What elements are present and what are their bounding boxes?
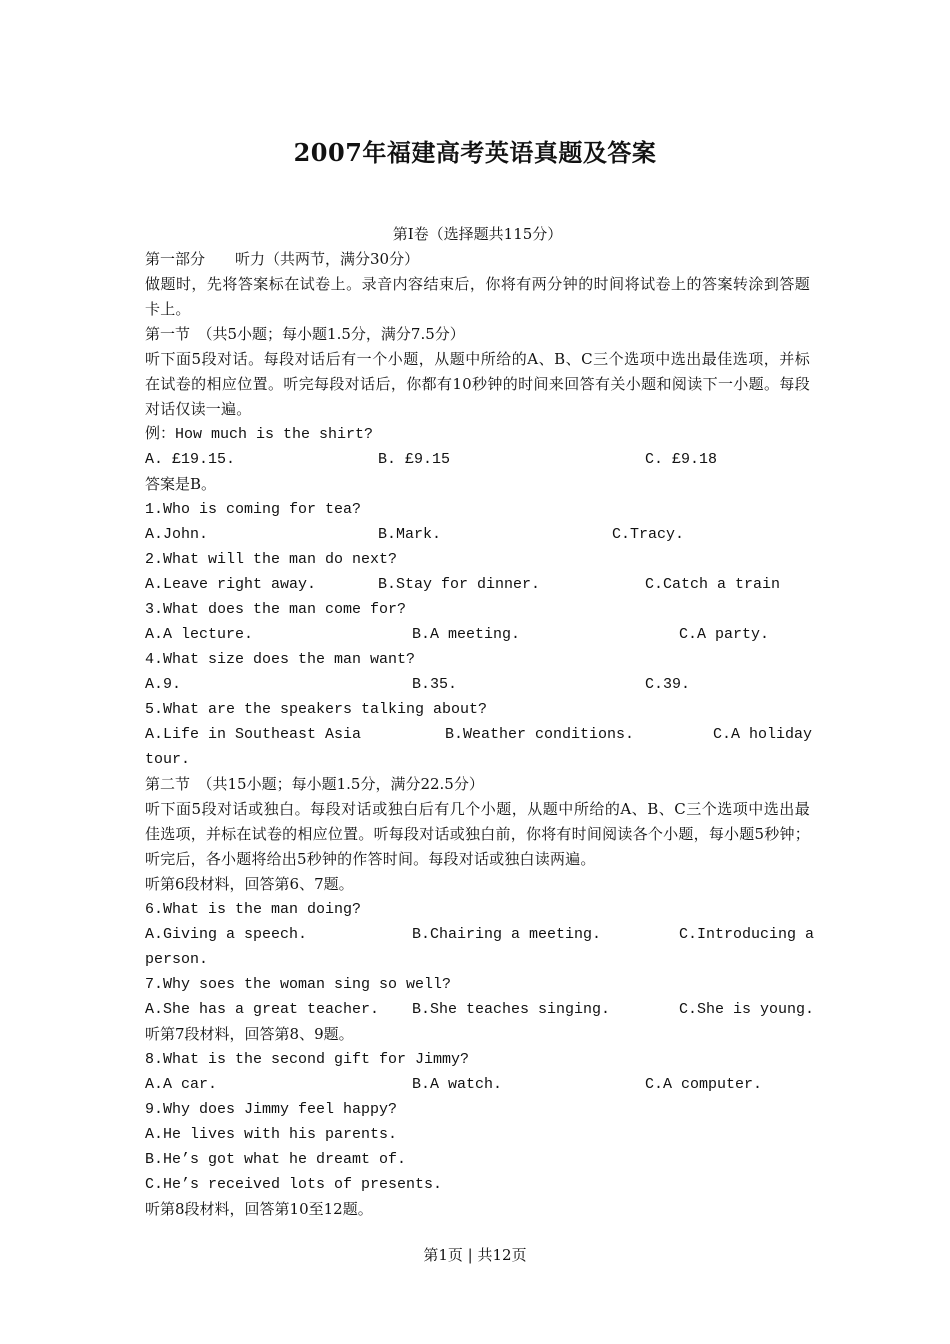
question-5-options: [145, 722, 813, 747]
option-a: A.Giving a speech.: [145, 926, 308, 943]
example-question: 例：How much is the shirt?: [145, 426, 374, 443]
question-6-option-c-continued: person.: [145, 951, 209, 968]
question-4: 4.What size does the man want?: [145, 651, 416, 668]
option-b: B.35.: [412, 676, 458, 693]
section1-heading: 第一节 （共5小题；每小题1.5分，满分7.5分）: [145, 325, 465, 343]
section1-instructions: 听下面5段对话。每段对话后有一个小题，从题中所给的A、B、C三个选项中选出最佳选项，并标在试卷的相应位置。听完每段对话后，你都有10秒钟的时间来回答有关小题和阅读下一小题。每段对话仅读一遍。: [145, 350, 810, 418]
example-answer: 答案是B。: [145, 475, 217, 493]
option-b: B. £9.15: [378, 451, 451, 468]
question-7: 7.Why soes the woman sing so well?: [145, 976, 452, 993]
option-b: B.A watch.: [412, 1076, 503, 1093]
option-c: C.She is young.: [679, 1001, 815, 1018]
option-a: A.John.: [145, 526, 209, 543]
question-9: 9.Why does Jimmy feel happy?: [145, 1101, 398, 1118]
option-c: C.39.: [645, 676, 691, 693]
question-2-options: [145, 572, 810, 597]
option-b: B.She teaches singing.: [412, 1001, 611, 1018]
question-7-options: [145, 997, 815, 1022]
material-7-label: 听第7段材料，回答第8、9题。: [145, 1025, 354, 1043]
option-a: A.She has a great teacher.: [145, 1001, 380, 1018]
question-8: 8.What is the second gift for Jimmy?: [145, 1051, 470, 1068]
option-b: B.Stay for dinner.: [378, 576, 541, 593]
question-6-options: [145, 922, 815, 947]
option-a: A.A lecture.: [145, 626, 254, 643]
part1-instructions: 做题时，先将答案标在试卷上。录音内容结束后，你将有两分钟的时间将试卷上的答案转涂到答题卡上。: [145, 275, 810, 318]
question-2: 2.What will the man do next?: [145, 551, 398, 568]
material-8-label: 听第8段材料，回答第10至12题。: [145, 1200, 373, 1218]
option-c: C.A party.: [679, 626, 770, 643]
option-c: C.A holiday: [713, 726, 813, 743]
option-c: C.Introducing a: [679, 926, 815, 943]
material-6-label: 听第6段材料，回答第6、7题。: [145, 875, 354, 893]
question-9-option-b: B.He’s got what he dreamt of.: [145, 1151, 407, 1168]
option-c: C.Tracy.: [612, 526, 685, 543]
page-footer: 第1页 | 共12页: [423, 1246, 527, 1264]
example-options: [145, 447, 810, 472]
question-3-options: [145, 622, 810, 647]
part1-heading: 第一部分 听力（共两节，满分30分）: [145, 250, 420, 268]
option-c: C. £9.18: [645, 451, 718, 468]
question-5-option-c-continued: tour.: [145, 751, 191, 768]
option-b: B.A meeting.: [412, 626, 521, 643]
question-8-options: [145, 1072, 810, 1097]
option-a: A.Leave right away.: [145, 576, 317, 593]
option-a: A.A car.: [145, 1076, 218, 1093]
option-a: A. £19.15.: [145, 451, 236, 468]
question-4-options: [145, 672, 810, 697]
question-1: 1.Who is coming for tea?: [145, 501, 362, 518]
option-b: B.Weather conditions.: [445, 726, 635, 743]
question-5: 5.What are the speakers talking about?: [145, 701, 488, 718]
option-a: A.Life in Southeast Asia: [145, 726, 362, 743]
document-body: [145, 222, 815, 1222]
volume-heading: 第Ⅰ卷（选择题共115分）: [392, 225, 563, 243]
section2-instructions: 听下面5段对话或独白。每段对话或独白后有几个小题，从题中所给的A、B、C三个选项中选出最佳选项，并标在试卷的相应位置。听每段对话或独白前，你将有时间阅读各个小题，每小题5秒钟；听完后，各小题将给出5秒钟的作答时间。每段对话或独白读两遍。: [145, 800, 810, 868]
question-6: 6.What is the man doing?: [145, 901, 362, 918]
option-b: B.Chairing a meeting.: [412, 926, 602, 943]
document-title: 2007年福建高考英语真题及答案: [293, 138, 657, 167]
option-c: C.Catch a train: [645, 576, 781, 593]
option-a: A.9.: [145, 676, 182, 693]
option-b: B.Mark.: [378, 526, 442, 543]
question-9-option-a: A.He lives with his parents.: [145, 1126, 398, 1143]
question-1-options: [145, 522, 810, 547]
option-c: C.A computer.: [645, 1076, 763, 1093]
question-9-option-c: C.He’s received lots of presents.: [145, 1176, 443, 1193]
question-3: 3.What does the man come for?: [145, 601, 407, 618]
section2-heading: 第二节 （共15小题；每小题1.5分，满分22.5分）: [145, 775, 484, 793]
